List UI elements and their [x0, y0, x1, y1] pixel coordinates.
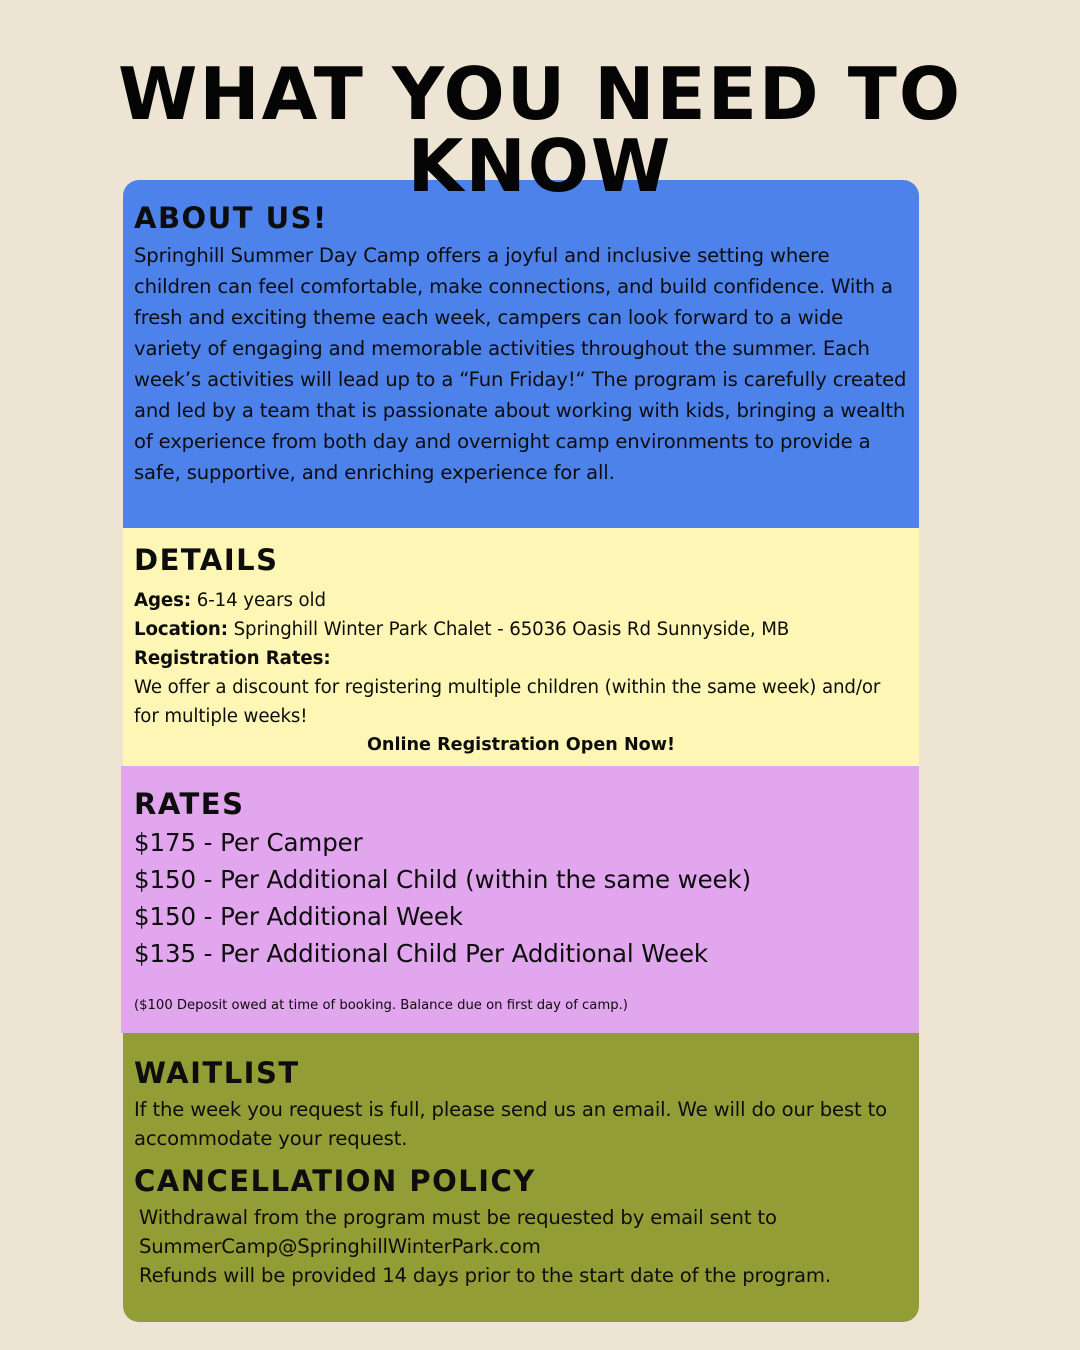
cancellation-line-withdrawal: Withdrawal from the program must be requested by email sent to [139, 1206, 777, 1229]
location-row [134, 615, 908, 644]
location-value: Springhill Winter Park Chalet - 65036 Oasis Rd Sunnyside, MB [233, 619, 790, 640]
registration-rates-row [134, 644, 908, 673]
location-label: Location: [134, 619, 228, 640]
about-us-text: Springhill Summer Day Camp offers a joyful and inclusive setting where children can feel comfortable, make connections, and build confidence. With a fresh and exciting theme each week, campers can look forward to a wide variety of engaging and memorable activities throughout the summer. Each week’s activities will lead up to a “Fun Friday!“ The program is carefully created and led by a team that is passionate about working with kids, bringing a wealth of experience from both day and overnight camp environments to provide a safe, supportive, and enriching experience for all. [134, 244, 907, 484]
about-us-section [123, 180, 919, 528]
page-title-line-2: KNOW [407, 124, 673, 208]
waitlist-text: If the week you request is full, please send us an email. We will do our best to accommodate your request. [134, 1098, 887, 1150]
cancellation-policy-text [134, 1203, 908, 1290]
details-heading: DETAILS [134, 543, 279, 577]
waitlist-heading: WAITLIST [134, 1056, 300, 1090]
page-title-line-1: WHAT YOU NEED TO [117, 52, 963, 136]
page-title [0, 52, 1080, 208]
discount-text: We offer a discount for registering multiple children (within the same week) and/or for multiple weeks! [134, 677, 881, 727]
ages-value: 6-14 years old [196, 590, 326, 611]
registration-rates-label: Registration Rates: [134, 648, 331, 669]
rates-section [121, 766, 919, 1033]
cancellation-line-refunds: Refunds will be provided 14 days prior to the start date of the program. [139, 1264, 831, 1287]
rate-item: $150 - Per Additional Child (within the same week) [134, 865, 752, 894]
waitlist-cancellation-section [123, 1033, 919, 1322]
cancellation-policy-heading: CANCELLATION POLICY [134, 1164, 536, 1198]
online-registration-notice: Online Registration Open Now! [366, 735, 676, 755]
rate-item: $150 - Per Additional Week [134, 902, 463, 931]
rate-item: $135 - Per Additional Child Per Additional Week [134, 939, 709, 968]
rate-item: $175 - Per Camper [134, 828, 363, 857]
details-section [123, 528, 919, 766]
deposit-note: ($100 Deposit owed at time of booking. Balance due on first day of camp.) [134, 998, 628, 1013]
about-us-heading: ABOUT US! [134, 201, 328, 235]
cancellation-email: SummerCamp@SpringhillWinterPark.com [139, 1235, 541, 1258]
ages-row [134, 586, 908, 615]
rates-heading: RATES [134, 787, 245, 821]
ages-label: Ages: [134, 590, 192, 611]
